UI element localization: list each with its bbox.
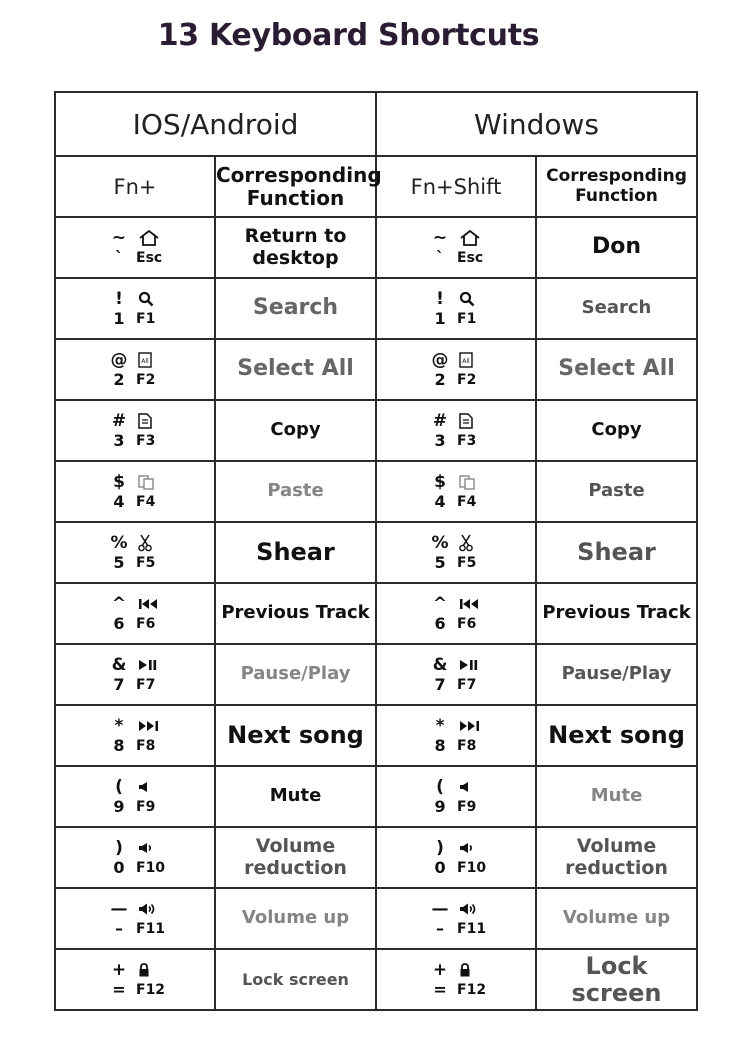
ios-keycap-12 bbox=[106, 899, 172, 939]
function-key-label: F4 bbox=[457, 493, 477, 510]
copy-icon bbox=[132, 413, 152, 429]
shortcut-row bbox=[55, 217, 697, 278]
key-symbol-bottom: 3 bbox=[113, 431, 125, 450]
mute-icon bbox=[132, 781, 150, 793]
ios-function-label: Select All bbox=[237, 356, 354, 382]
shortcut-row bbox=[55, 400, 697, 461]
win-key-cell bbox=[376, 705, 536, 766]
ios-function-label: Volume up bbox=[241, 907, 350, 929]
ios-function-cell bbox=[215, 278, 376, 339]
function-key-label: F2 bbox=[457, 371, 477, 388]
volume-down-icon bbox=[453, 842, 475, 854]
function-key-label: F9 bbox=[457, 798, 477, 815]
key-symbol-bottom: 4 bbox=[434, 492, 446, 511]
page-title: 13 Keyboard Shortcuts bbox=[157, 18, 540, 53]
key-symbol-bottom: 5 bbox=[434, 553, 446, 572]
win-function-cell bbox=[536, 583, 697, 644]
ios-keycap-7 bbox=[106, 594, 172, 634]
key-symbol-top: % bbox=[431, 532, 449, 553]
os-header-windows: Windows bbox=[376, 92, 697, 156]
win-function-label: Copy bbox=[591, 419, 642, 441]
win-key-cell bbox=[376, 522, 536, 583]
key-symbol-bottom: 6 bbox=[113, 614, 125, 633]
win-key-cell bbox=[376, 400, 536, 461]
key-symbol-top: ! bbox=[115, 288, 123, 309]
key-symbol-bottom: 5 bbox=[113, 553, 125, 572]
function-key-label: F7 bbox=[457, 676, 477, 693]
function-key-label: F5 bbox=[457, 554, 477, 571]
shortcut-row bbox=[55, 583, 697, 644]
win-key-cell bbox=[376, 644, 536, 705]
function-key-label: F8 bbox=[136, 737, 156, 754]
os-header-ios: IOS/Android bbox=[55, 92, 376, 156]
ios-function-cell bbox=[215, 827, 376, 888]
win-keycap-7 bbox=[427, 594, 493, 634]
key-symbol-bottom: 9 bbox=[434, 797, 446, 816]
key-symbol-bottom: 1 bbox=[434, 309, 446, 328]
function-key-label: F5 bbox=[136, 554, 156, 571]
key-symbol-top: ( bbox=[115, 776, 123, 797]
key-symbol-bottom: 1 bbox=[113, 309, 125, 328]
win-key-cell bbox=[376, 766, 536, 827]
ios-function-label: Shear bbox=[256, 538, 335, 567]
ios-keycap-11 bbox=[106, 838, 172, 878]
function-key-label: F11 bbox=[136, 920, 166, 937]
shortcut-row bbox=[55, 888, 697, 949]
ios-function-cell bbox=[215, 949, 376, 1010]
win-keycap-11 bbox=[427, 838, 493, 878]
function-key-label: F9 bbox=[136, 798, 156, 815]
key-symbol-top: + bbox=[432, 959, 448, 980]
previous-track-icon bbox=[453, 598, 481, 610]
win-function-label: Paste bbox=[588, 480, 645, 502]
key-symbol-top: & bbox=[111, 654, 127, 675]
home-icon bbox=[453, 230, 481, 246]
win-function-cell bbox=[536, 827, 697, 888]
function-key-label: F3 bbox=[136, 432, 156, 449]
key-symbol-bottom: 9 bbox=[113, 797, 125, 816]
ios-function-cell bbox=[215, 339, 376, 400]
ios-key-cell bbox=[55, 583, 215, 644]
home-icon bbox=[132, 230, 160, 246]
key-symbol-top: ^ bbox=[111, 593, 127, 614]
key-symbol-top: ! bbox=[436, 288, 444, 309]
key-symbol-top: * bbox=[114, 715, 124, 736]
ios-key-cell bbox=[55, 217, 215, 278]
win-function-cell bbox=[536, 339, 697, 400]
copy-icon bbox=[453, 413, 473, 429]
win-function-cell bbox=[536, 888, 697, 949]
key-symbol-top: — bbox=[110, 898, 128, 919]
ios-function-cell bbox=[215, 400, 376, 461]
win-function-label: Mute bbox=[590, 785, 643, 807]
win-keycap-8 bbox=[427, 655, 493, 695]
win-function-label: Select All bbox=[558, 356, 675, 382]
win-function-cell bbox=[536, 461, 697, 522]
scissors-icon bbox=[132, 534, 152, 552]
win-function-cell bbox=[536, 766, 697, 827]
key-symbol-bottom: 4 bbox=[113, 492, 125, 511]
key-symbol-top: * bbox=[435, 715, 445, 736]
key-symbol-top: ( bbox=[436, 776, 444, 797]
win-function-cell bbox=[536, 644, 697, 705]
ios-function-cell bbox=[215, 705, 376, 766]
win-key-cell bbox=[376, 583, 536, 644]
key-symbol-bottom: 0 bbox=[113, 858, 125, 877]
function-key-label: Esc bbox=[136, 249, 163, 266]
search-icon bbox=[132, 291, 154, 307]
key-symbol-bottom: 6 bbox=[434, 614, 446, 633]
key-symbol-top: ^ bbox=[432, 593, 448, 614]
win-function-header: Corresponding Function bbox=[546, 166, 687, 206]
ios-function-label: Pause/Play bbox=[240, 663, 351, 685]
key-symbol-top: + bbox=[111, 959, 127, 980]
key-symbol-bottom: 2 bbox=[113, 370, 125, 389]
function-key-label: F12 bbox=[457, 981, 487, 998]
function-key-label: F10 bbox=[136, 859, 166, 876]
key-symbol-top: # bbox=[111, 410, 127, 431]
ios-keycap-3 bbox=[106, 350, 172, 390]
win-keycap-3 bbox=[427, 350, 493, 390]
select-all-icon bbox=[132, 352, 152, 368]
lock-icon bbox=[453, 963, 471, 977]
ios-keycap-4 bbox=[106, 411, 172, 451]
ios-function-label: Paste bbox=[267, 480, 324, 502]
os-header-row bbox=[55, 92, 697, 156]
win-function-cell bbox=[536, 949, 697, 1010]
key-symbol-bottom: – bbox=[115, 919, 123, 938]
win-key-cell bbox=[376, 888, 536, 949]
ios-keycap-13 bbox=[106, 960, 172, 1000]
win-key-cell bbox=[376, 278, 536, 339]
win-keycap-1 bbox=[427, 228, 493, 268]
ios-function-cell bbox=[215, 888, 376, 949]
ios-function-label: Return to desktop bbox=[244, 225, 347, 269]
ios-function-label: Search bbox=[252, 295, 339, 321]
win-keycap-9 bbox=[427, 716, 493, 756]
win-function-label: Volume up bbox=[562, 907, 671, 929]
shortcut-row bbox=[55, 522, 697, 583]
ios-function-cell bbox=[215, 522, 376, 583]
ios-function-label: Volume reduction bbox=[244, 835, 347, 879]
win-keycap-13 bbox=[427, 960, 493, 1000]
win-key-cell bbox=[376, 827, 536, 888]
ios-key-cell bbox=[55, 522, 215, 583]
key-symbol-top: ~ bbox=[111, 227, 127, 248]
ios-keycap-2 bbox=[106, 289, 172, 329]
ios-key-cell bbox=[55, 644, 215, 705]
ios-keycap-9 bbox=[106, 716, 172, 756]
win-keycap-2 bbox=[427, 289, 493, 329]
scissors-icon bbox=[453, 534, 473, 552]
volume-down-icon bbox=[132, 842, 154, 854]
win-keycap-10 bbox=[427, 777, 493, 817]
key-symbol-top: — bbox=[431, 898, 449, 919]
ios-keycap-1 bbox=[106, 228, 172, 268]
ios-function-label: Copy bbox=[270, 419, 321, 441]
select-all-icon bbox=[453, 352, 473, 368]
key-symbol-top: $ bbox=[434, 471, 446, 492]
win-function-cell bbox=[536, 705, 697, 766]
key-symbol-bottom: 7 bbox=[113, 675, 125, 694]
ios-keycap-6 bbox=[106, 533, 172, 573]
key-symbol-bottom: 8 bbox=[434, 736, 446, 755]
key-symbol-bottom: = bbox=[433, 980, 447, 999]
next-track-icon bbox=[453, 720, 481, 732]
win-function-cell bbox=[536, 522, 697, 583]
key-symbol-bottom: ` bbox=[436, 248, 445, 267]
key-symbol-top: @ bbox=[431, 349, 449, 370]
ios-function-label: Next song bbox=[227, 721, 364, 750]
volume-up-icon bbox=[132, 902, 158, 916]
key-symbol-bottom: 7 bbox=[434, 675, 446, 694]
key-symbol-bottom: ` bbox=[115, 248, 123, 267]
win-keycap-5 bbox=[427, 472, 493, 512]
win-key-cell bbox=[376, 339, 536, 400]
volume-up-icon bbox=[453, 902, 479, 916]
key-symbol-bottom: 8 bbox=[113, 736, 125, 755]
shortcut-row bbox=[55, 644, 697, 705]
ios-keycap-10 bbox=[106, 777, 172, 817]
key-symbol-top: $ bbox=[113, 471, 125, 492]
win-keycap-4 bbox=[427, 411, 493, 451]
key-symbol-top: # bbox=[432, 410, 448, 431]
win-function-cell bbox=[536, 400, 697, 461]
previous-track-icon bbox=[132, 598, 160, 610]
key-symbol-bottom: – bbox=[436, 919, 445, 938]
ios-keycap-8 bbox=[106, 655, 172, 695]
function-key-label: F4 bbox=[136, 493, 156, 510]
win-keycap-12 bbox=[427, 899, 493, 939]
function-key-label: F12 bbox=[136, 981, 166, 998]
win-function-label: Shear bbox=[577, 538, 656, 567]
lock-icon bbox=[132, 963, 150, 977]
paste-icon bbox=[453, 474, 475, 490]
shortcut-row bbox=[55, 705, 697, 766]
ios-key-cell bbox=[55, 461, 215, 522]
function-key-label: F1 bbox=[136, 310, 156, 327]
function-key-label: F11 bbox=[457, 920, 487, 937]
ios-keycap-5 bbox=[106, 472, 172, 512]
ios-key-cell bbox=[55, 827, 215, 888]
key-symbol-bottom: 2 bbox=[434, 370, 446, 389]
ios-key-cell bbox=[55, 949, 215, 1010]
function-key-label: F6 bbox=[136, 615, 156, 632]
win-function-label: Lock screen bbox=[571, 951, 662, 1007]
ios-key-header: Fn+ bbox=[55, 156, 215, 217]
win-function-label: Don bbox=[591, 234, 642, 260]
key-symbol-bottom: = bbox=[112, 980, 126, 999]
shortcut-row bbox=[55, 278, 697, 339]
win-key-cell bbox=[376, 217, 536, 278]
win-key-cell bbox=[376, 949, 536, 1010]
ios-function-cell bbox=[215, 766, 376, 827]
key-symbol-top: ) bbox=[436, 837, 444, 858]
shortcuts-table bbox=[54, 91, 698, 1011]
paste-icon bbox=[132, 474, 154, 490]
svg-text:All: All bbox=[462, 357, 470, 365]
win-keycap-6 bbox=[427, 533, 493, 573]
win-function-label: Volume reduction bbox=[565, 835, 668, 879]
play-pause-icon bbox=[132, 659, 158, 671]
key-symbol-top: ) bbox=[115, 837, 123, 858]
shortcut-row bbox=[55, 461, 697, 522]
mute-icon bbox=[453, 781, 471, 793]
ios-function-label: Lock screen bbox=[242, 969, 349, 989]
search-icon bbox=[453, 291, 475, 307]
ios-function-label: Previous Track bbox=[221, 602, 370, 624]
key-symbol-bottom: 0 bbox=[434, 858, 446, 877]
ios-key-cell bbox=[55, 339, 215, 400]
function-key-label: F3 bbox=[457, 432, 477, 449]
ios-function-cell bbox=[215, 583, 376, 644]
next-track-icon bbox=[132, 720, 160, 732]
ios-function-cell bbox=[215, 461, 376, 522]
play-pause-icon bbox=[453, 659, 479, 671]
ios-function-header-cell bbox=[215, 156, 382, 217]
win-function-cell bbox=[536, 278, 697, 339]
function-key-label: Esc bbox=[457, 249, 484, 266]
win-function-header-cell bbox=[536, 156, 697, 217]
ios-key-cell bbox=[55, 278, 215, 339]
ios-function-label: Mute bbox=[269, 785, 322, 807]
ios-key-cell bbox=[55, 888, 215, 949]
function-key-label: F10 bbox=[457, 859, 487, 876]
function-key-label: F1 bbox=[457, 310, 477, 327]
function-key-label: F7 bbox=[136, 676, 156, 693]
ios-key-cell bbox=[55, 705, 215, 766]
win-function-cell bbox=[536, 217, 697, 278]
shortcut-row bbox=[55, 827, 697, 888]
key-symbol-top: @ bbox=[110, 349, 128, 370]
ios-function-header: Corresponding Function bbox=[216, 163, 382, 210]
win-function-label: Next song bbox=[548, 721, 685, 750]
key-symbol-top: & bbox=[432, 654, 448, 675]
function-key-label: F2 bbox=[136, 371, 156, 388]
win-function-label: Previous Track bbox=[542, 602, 691, 624]
win-key-cell bbox=[376, 461, 536, 522]
ios-function-cell bbox=[215, 644, 376, 705]
key-symbol-top: ~ bbox=[432, 227, 448, 248]
function-key-label: F8 bbox=[457, 737, 477, 754]
win-function-label: Pause/Play bbox=[561, 663, 672, 685]
shortcut-row bbox=[55, 339, 697, 400]
ios-key-cell bbox=[55, 400, 215, 461]
win-function-label: Search bbox=[581, 297, 652, 319]
ios-function-cell bbox=[215, 217, 376, 278]
key-symbol-bottom: 3 bbox=[434, 431, 446, 450]
key-symbol-top: % bbox=[110, 532, 128, 553]
shortcut-row bbox=[55, 766, 697, 827]
column-header-row bbox=[55, 156, 697, 217]
svg-text:All: All bbox=[141, 357, 149, 365]
shortcut-row bbox=[55, 949, 697, 1010]
ios-key-cell bbox=[55, 766, 215, 827]
function-key-label: F6 bbox=[457, 615, 477, 632]
win-key-header: Fn+Shift bbox=[376, 156, 536, 217]
